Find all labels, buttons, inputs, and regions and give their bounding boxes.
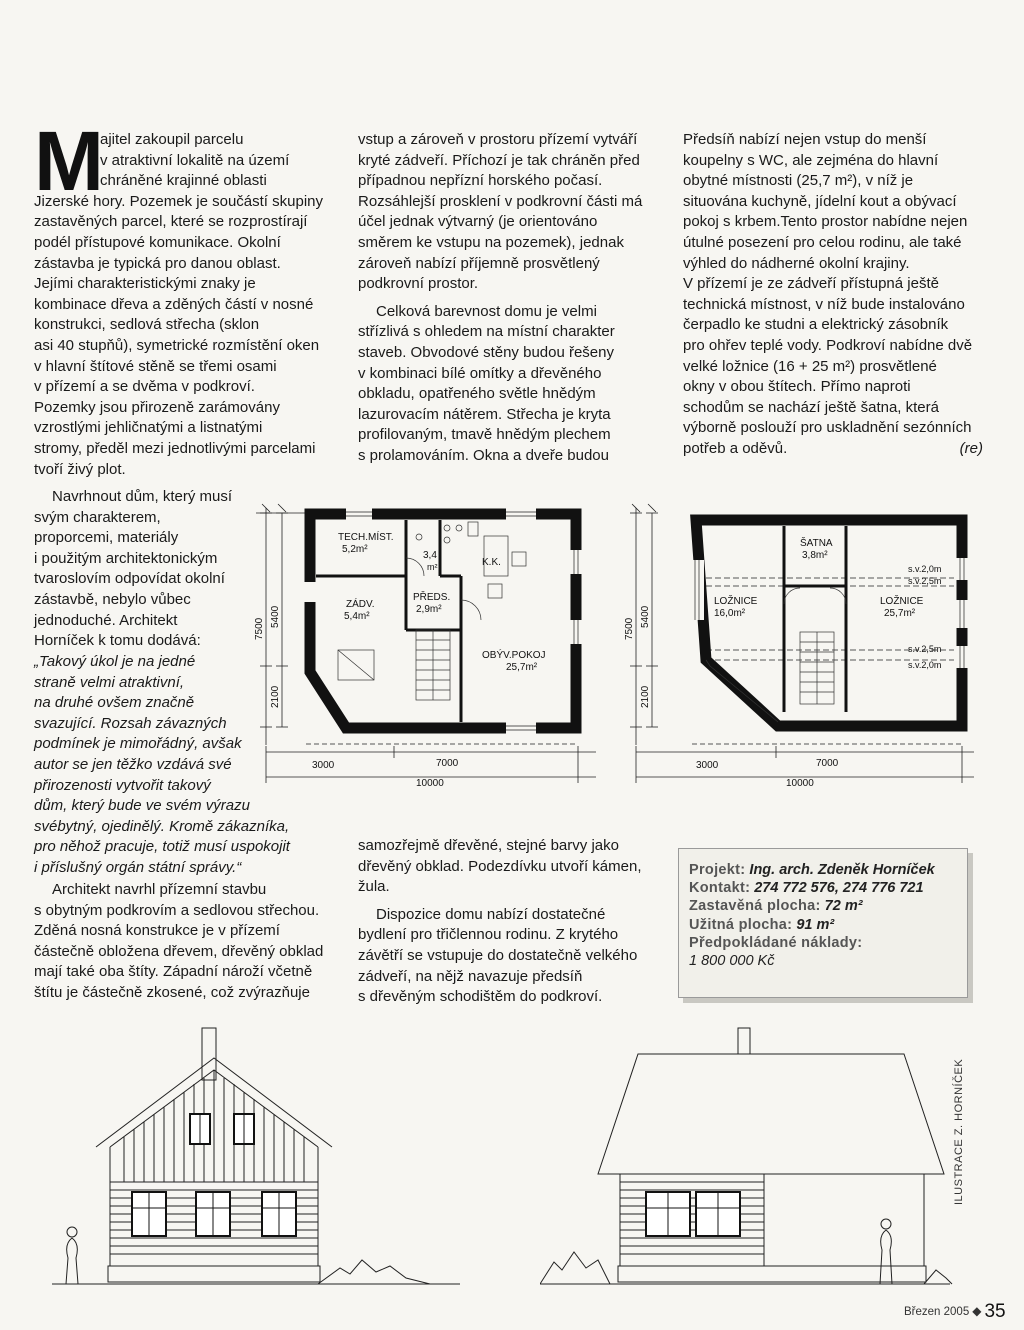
text-line: bydlení pro třičlennou rodinu. Z krytého — [358, 926, 619, 944]
text-line: dřevěný obklad. Podezdívku utvoří kámen, — [358, 857, 642, 875]
uzitna-value: 91 m² — [796, 916, 835, 933]
drop-cap: M — [34, 114, 104, 208]
text-line: štítu je částečně zkosené, což zvýrazňuje — [34, 983, 310, 1001]
column-1-paragraph-3 — [34, 880, 344, 1004]
text-line: autor se jen těžko vzdává své — [34, 755, 232, 773]
svg-text:2100: 2100 — [640, 685, 651, 708]
text-line: zastavěných parcel, které se rozprostírají — [34, 213, 308, 231]
attic-floor-plan — [610, 500, 990, 800]
svg-text:s.v.2,0m: s.v.2,0m — [908, 564, 942, 574]
text-line: Jizerské hory. Pozemek je součástí skupiny — [34, 192, 324, 210]
text-line: s obytným podkrovím a sedlovou střechou. — [34, 901, 320, 919]
label-tech-area: 5,2m² — [342, 544, 368, 555]
text-line: žula. — [358, 878, 390, 896]
kontakt-value: 274 772 576, 274 776 721 — [754, 880, 924, 897]
label-tech: TECH.MÍST. — [338, 532, 394, 543]
text-line: Navrhnout dům, který musí — [52, 488, 233, 505]
label-preds: PŘEDS. — [413, 592, 451, 603]
svg-text:7500: 7500 — [254, 617, 265, 640]
text-line: s dřevěným schodištěm do podkroví. — [358, 988, 603, 1006]
text-line: tvaroslovím odpovídat okolní — [34, 570, 225, 588]
text-line: ajitel zakoupil parcelu — [100, 131, 244, 148]
label-kk: K.K. — [482, 557, 501, 568]
column-2-lower — [358, 836, 658, 1008]
kontakt-label: Kontakt: — [689, 880, 751, 897]
label-satna: ŠATNA — [800, 538, 833, 549]
text-line: v atraktivní lokalitě na území — [100, 151, 290, 169]
text-line: Zděná nosná konstrukce je v přízemí — [34, 922, 280, 940]
text-line: na druhé ovšem značně — [34, 694, 195, 712]
text-line: pokoj s krbem.Tento prostor nabídne nejen — [683, 213, 968, 231]
svg-text:s.v.2,0m: s.v.2,0m — [908, 660, 942, 670]
text-line: mají také oba štíty. Západní nároží včetně — [34, 963, 313, 981]
text-line: obkladu, opatřeného světle hnědým — [358, 385, 596, 403]
svg-text:3,4: 3,4 — [423, 550, 437, 561]
column-1-intro — [34, 114, 334, 480]
text-line: proporcemi, materiály — [34, 529, 179, 547]
page-number: 35 — [984, 1301, 1006, 1322]
text-line: podkrovní prostor. — [358, 275, 479, 293]
text-line: okny v obou štítech. Přímo naproti — [683, 378, 911, 396]
text-line: Pozemky jsou přirozeně zarámovány — [34, 398, 280, 416]
text-line: potřeb a oděvů. (re) — [683, 439, 983, 460]
text-line: koupelny s WC, ale zejména do hlavní — [683, 151, 939, 169]
text-line: straně velmi atraktivní, — [34, 673, 185, 691]
label-zadv-area: 5,4m² — [344, 611, 370, 622]
svg-text:10000: 10000 — [786, 778, 814, 789]
text-line: s prolamováním. Okna a dveře budou — [358, 446, 609, 464]
naklady-label: Předpokládané náklady: — [689, 934, 863, 951]
label-preds-area: 2,9m² — [416, 604, 442, 615]
text-line: chráněné krajinné oblasti — [100, 172, 267, 190]
label-loznice-1: LOŽNICE — [714, 596, 758, 607]
text-line: zástavbě, nebylo vůbec — [34, 590, 191, 608]
svg-text:3000: 3000 — [696, 760, 719, 771]
text-line: závětří se vstupuje do dostatečně velkého — [358, 946, 638, 964]
label-loznice-2: LOŽNICE — [880, 596, 924, 607]
text-line: účel jednak výtvarný (je orientováno — [358, 213, 598, 231]
text-line: vzrostlými jehličnatými a listnatými — [34, 419, 263, 437]
page-footer: Březen 2005 ◆ 35 — [904, 1301, 1006, 1322]
svg-text:5400: 5400 — [270, 605, 281, 628]
label-loznice-1-area: 16,0m² — [714, 608, 746, 619]
text-line: zádveří, na nějž navazuje předsíň — [358, 967, 583, 985]
svg-text:s.v.2,5m: s.v.2,5m — [908, 644, 942, 654]
label-zadv: ZÁDV. — [346, 599, 375, 610]
text-line: Architekt navrhl přízemní stavbu — [52, 881, 267, 898]
svg-text:s.v.2,5m: s.v.2,5m — [908, 576, 942, 586]
text-line: stromy, předěl mezi jednotlivými parcelami — [34, 439, 316, 457]
text-line: Jejími charakteristickými znaky je — [34, 275, 256, 293]
text-line: svým charakterem, — [34, 508, 161, 526]
text-line: v kombinaci bílé omítky a dřevěného — [358, 364, 602, 382]
text-line: zástavba je typická pro danou oblast. — [34, 254, 281, 272]
text-line: asi 40 stupňů), symetrické rozmístění oken — [34, 336, 320, 354]
text-line: výborně poslouží pro uskladnění sezónních — [683, 419, 972, 437]
text-line: pro ohřev teplé vody. Podkroví nabídne dvě — [683, 336, 973, 354]
uzitna-label: Užitná plocha: — [689, 916, 793, 933]
text-line: Rozsáhlejší prosklení v podkrovní části má — [358, 192, 643, 210]
text-line: výhled do nádherné okolní krajiny. — [683, 254, 910, 272]
column-2-top — [358, 130, 658, 467]
text-line: případnou nepřízní horského počasí. — [358, 172, 603, 190]
text-line: profilovaným, tmavě hnědým plechem — [358, 426, 611, 444]
text-line: tvoří živý plot. — [34, 460, 126, 478]
svg-text:7500: 7500 — [624, 617, 635, 640]
house-elevation-gable — [50, 1022, 470, 1302]
text-line: Předsíň nabízí nejen vstup do menší — [683, 131, 927, 148]
svg-text:7000: 7000 — [436, 758, 459, 769]
footer-month: Březen 2005 — [904, 1306, 970, 1318]
text-line: v přízemí a se dvěma v podkroví. — [34, 378, 255, 396]
text-line: dům, který bude ve svém výrazu — [34, 797, 250, 815]
text-line: schodům se nachází ještě šatna, která — [683, 398, 939, 416]
svg-text:7000: 7000 — [816, 758, 839, 769]
text-line: Celková barevnost domu je velmi — [376, 302, 597, 320]
text-line: kryté zádveří. Příchozí je tak chráněn před — [358, 151, 640, 169]
label-loznice-2-area: 25,7m² — [884, 608, 916, 619]
text-line: kombinace dřeva a zděných částí v nosné — [34, 295, 314, 313]
text-line: střízlivá s ohledem na místní charakter — [358, 323, 615, 341]
text-line: v hlavní štítové stěně se třemi osami — [34, 357, 277, 375]
text-line: obytné místnosti (25,7 m²), v níž je — [683, 172, 914, 190]
illustration-credit: ILUSTRACE Z. HORNÍČEK — [953, 1058, 965, 1205]
text-line: pro něhož pracuje, totiž musí uspokojit — [34, 838, 290, 856]
text-line: přirozenosti vytvořit takový — [34, 776, 211, 794]
svg-text:10000: 10000 — [416, 778, 444, 789]
text-line: svébytný, ojedinělý. Kromě zákazníka, — [34, 817, 290, 835]
text-line: samozřejmě dřevěné, stejné barvy jako — [358, 837, 619, 854]
text-line: částečně obložena dřevem, dřevěný obklad — [34, 942, 324, 960]
text-line: V přízemí je ze zádveří přístupná ještě — [683, 275, 939, 293]
text-line: velké ložnice (16 + 25 m²) prosvětlené — [683, 357, 937, 375]
zastavena-label: Zastavěná plocha: — [689, 898, 821, 915]
projekt-value: Ing. arch. Zdeněk Horníček — [749, 862, 935, 878]
house-elevation-side — [540, 1022, 960, 1302]
text-line: Horníček k tomu dodává: — [34, 632, 201, 650]
text-line: jednoduché. Architekt — [34, 611, 178, 629]
projekt-label: Projekt: — [689, 862, 746, 878]
svg-text:m²: m² — [427, 562, 438, 572]
label-satna-area: 3,8m² — [802, 550, 828, 561]
text-line: i příslušný orgán státní správy.“ — [34, 858, 242, 876]
text-line: podmínek je mimořádný, avšak — [34, 735, 242, 753]
text-line: svazující. Rozsah závazných — [34, 714, 227, 732]
text-line: vstup a zároveň v prostoru přízemí vytváří — [358, 131, 638, 148]
svg-text:3000: 3000 — [312, 760, 335, 771]
text-line: podél přístupové komunikace. Okolní — [34, 233, 281, 251]
text-line: čerpadlo ke studni a elektrický zásobník — [683, 316, 949, 334]
text-line: i použitým architektonickým — [34, 549, 218, 567]
naklady-value: 1 800 000 Kč — [689, 953, 775, 970]
text-line: Dispozice domu nabízí dostatečné — [376, 905, 606, 923]
label-obyv-area: 25,7m² — [506, 662, 538, 673]
text-line: technická místnost, v níž bude instalováno — [683, 295, 965, 313]
ground-floor-plan — [226, 500, 606, 800]
author-signoff: (re) — [959, 439, 983, 457]
text-line: „Takový úkol je na jedné — [34, 653, 196, 670]
text-line: konstrukci, sedlová střecha (sklon — [34, 316, 260, 334]
column-3-text — [683, 130, 983, 460]
svg-text:2100: 2100 — [270, 685, 281, 708]
text-line: situována kuchyně, jídelní kout a obývací — [683, 192, 957, 210]
text-line: lazurovacím nátěrem. Střecha je kryta — [358, 405, 611, 423]
text-line: staveb. Obvodové stěny budou řešeny — [358, 343, 614, 361]
project-info-box — [678, 848, 968, 998]
text-line: směrem ke vstupu na pozemek), jednak — [358, 233, 624, 251]
zastavena-value: 72 m² — [824, 898, 863, 915]
svg-text:5400: 5400 — [640, 605, 651, 628]
text-line: útulné posezení pro celou rodinu, ale také — [683, 233, 962, 251]
text-line: zároveň nabízí příjemně prosvětlený — [358, 254, 600, 272]
label-obyv: OBÝV.POKOJ — [482, 650, 546, 661]
